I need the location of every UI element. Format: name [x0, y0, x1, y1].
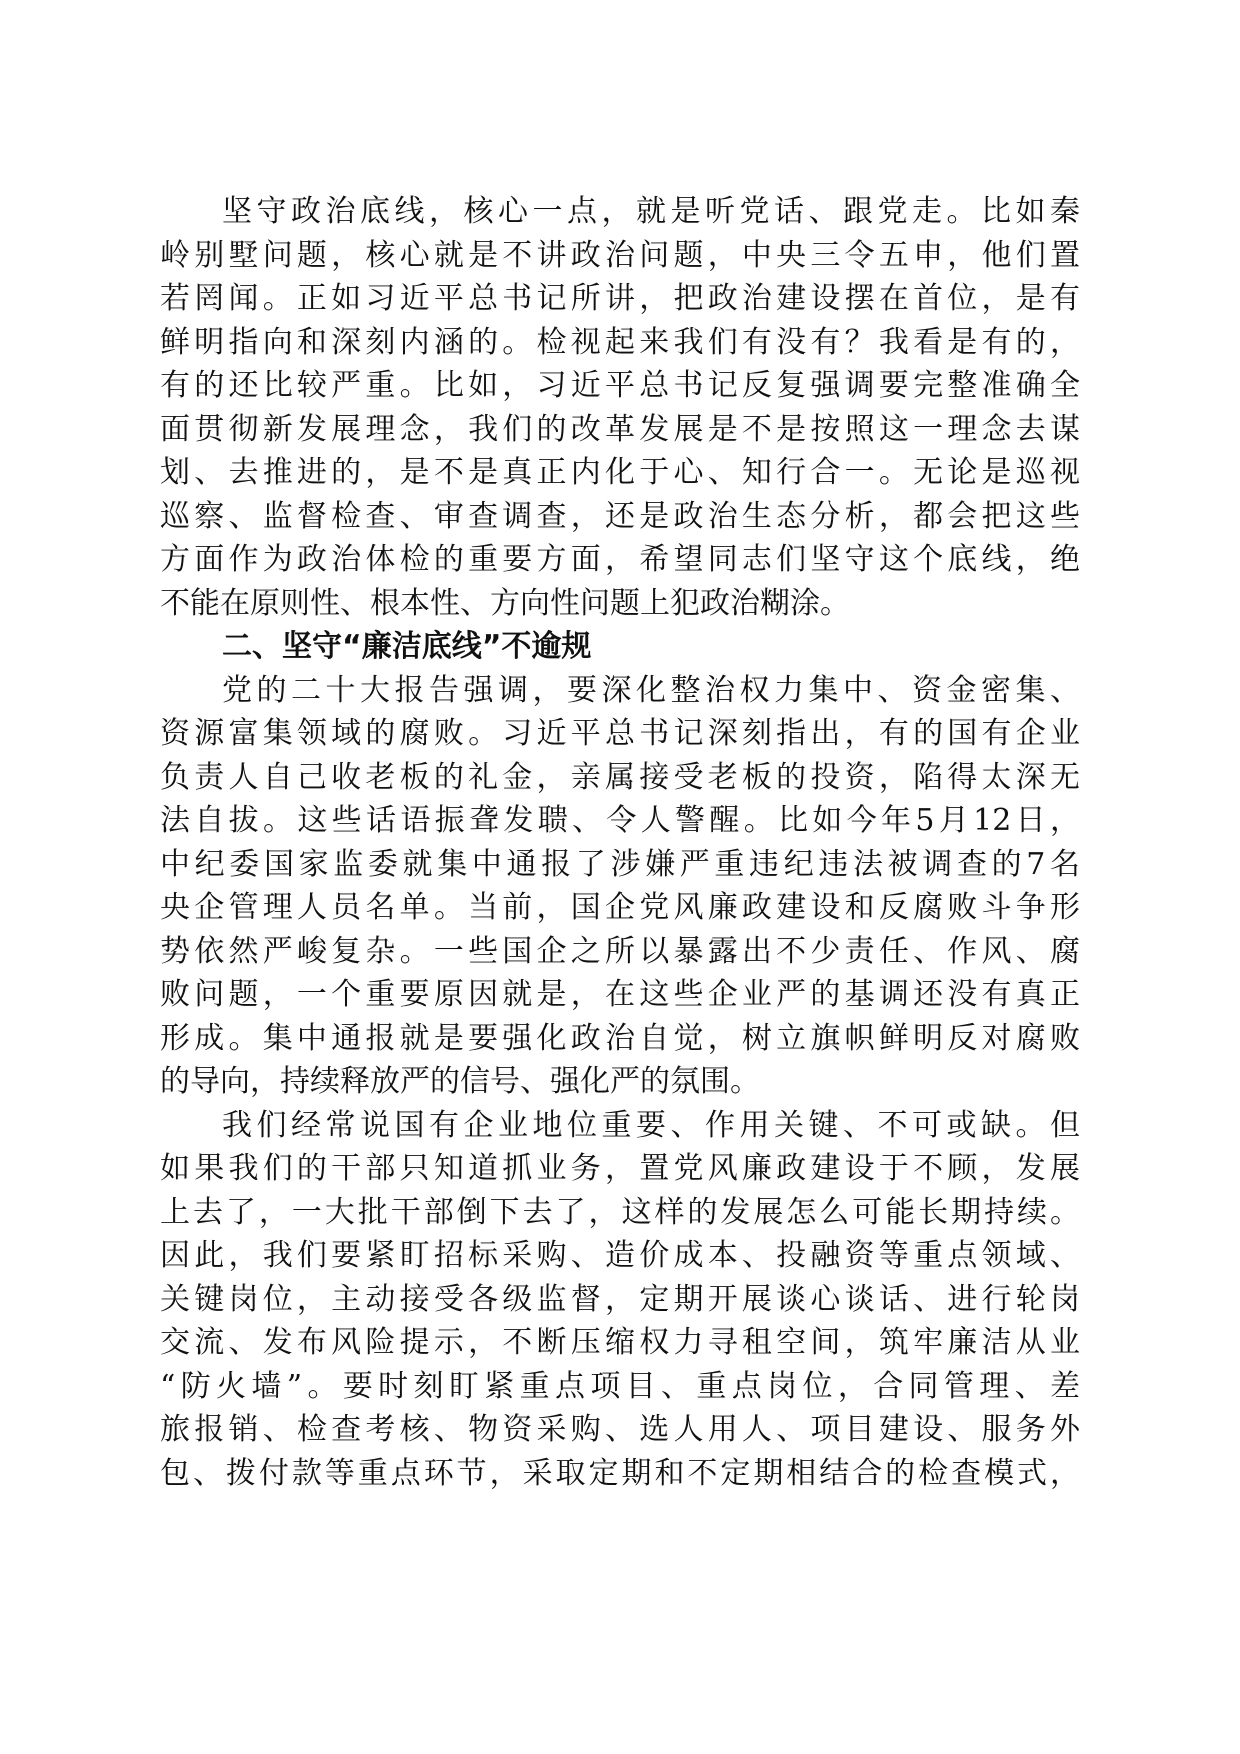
text-line: 划、去推进的，是不是真正内化于心、知行合一。无论是巡视	[160, 455, 1080, 490]
text-line: 有的还比较严重。比如，习近平总书记反复强调要完整准确全	[160, 368, 1080, 403]
text-line: 央企管理人员名单。当前，国企党风廉政建设和反腐败斗争形	[160, 890, 1080, 925]
document-page	[160, 190, 1080, 1495]
text-line: 不能在原则性、根本性、方向性问题上犯政治糊涂。	[160, 585, 850, 621]
text-line: 的导向，持续释放严的信号、强化严的氛围。	[160, 1064, 760, 1099]
text-line: 因此，我们要紧盯招标采购、造价成本、投融资等重点领域、	[160, 1238, 1080, 1273]
section-heading: 二、坚守“廉洁底线”不逾规	[222, 629, 592, 664]
text-line: 党的二十大报告强调，要深化整治权力集中、资金密集、	[222, 672, 1080, 708]
text-line: 中纪委国家监委就集中通报了涉嫌严重违纪违法被调查的7名	[160, 846, 1080, 882]
text-line: 资源富集领域的腐败。习近平总书记深刻指出，有的国有企业	[160, 716, 1080, 751]
text-line: 如果我们的干部只知道抓业务，置党风廉政建设于不顾，发展	[160, 1151, 1080, 1186]
text-line: 上去了，一大批干部倒下去了，这样的发展怎么可能长期持续。	[160, 1194, 1080, 1230]
text-line: 我们经常说国有企业地位重要、作用关键、不可或缺。但	[222, 1107, 1080, 1143]
text-line: 包、拨付款等重点环节，采取定期和不定期相结合的检查模式，	[160, 1455, 1080, 1491]
text-line: 鲜明指向和深刻内涵的。检视起来我们有没有？我看是有的，	[160, 324, 1080, 360]
text-line: 巡察、监督检查、审查调查，还是政治生态分析，都会把这些	[160, 498, 1080, 534]
text-line: 面贯彻新发展理念，我们的改革发展是不是按照这一理念去谋	[160, 411, 1080, 447]
text-line: 负责人自己收老板的礼金，亲属接受老板的投资，陷得太深无	[160, 759, 1080, 795]
text-line: 若罔闻。正如习近平总书记所讲，把政治建设摆在首位，是有	[160, 281, 1080, 316]
text-line: 交流、发布风险提示，不断压缩权力寻租空间，筑牢廉洁从业	[160, 1325, 1080, 1360]
paragraph-political-bottom-line	[160, 190, 1080, 625]
text-line: 败问题，一个重要原因就是，在这些企业严的基调还没有真正	[160, 977, 1080, 1012]
text-line: 岭别墅问题，核心就是不讲政治问题，中央三令五申，他们置	[160, 237, 1080, 273]
text-line: “防火墙”。要时刻盯紧重点项目、重点岗位，合同管理、差	[160, 1368, 1080, 1404]
paragraph-integrity-bottom-line	[160, 669, 1080, 1104]
paragraph-state-enterprise	[160, 1104, 1080, 1496]
text-line: 势依然严峻复杂。一些国企之所以暴露出不少责任、作风、腐	[160, 933, 1080, 969]
text-line: 旅报销、检查考核、物资采购、选人用人、项目建设、服务外	[160, 1412, 1080, 1447]
text-line: 坚守政治底线，核心一点，就是听党话、跟党走。比如秦	[222, 194, 1080, 229]
text-line: 关键岗位，主动接受各级监督，定期开展谈心谈话、进行轮岗	[160, 1281, 1080, 1317]
text-line: 形成。集中通报就是要强化政治自觉，树立旗帜鲜明反对腐败	[160, 1020, 1080, 1056]
text-line: 法自拔。这些话语振聋发聩、令人警醒。比如今年5月12日，	[160, 803, 1080, 838]
text-line: 方面作为政治体检的重要方面，希望同志们坚守这个底线，绝	[160, 542, 1080, 577]
